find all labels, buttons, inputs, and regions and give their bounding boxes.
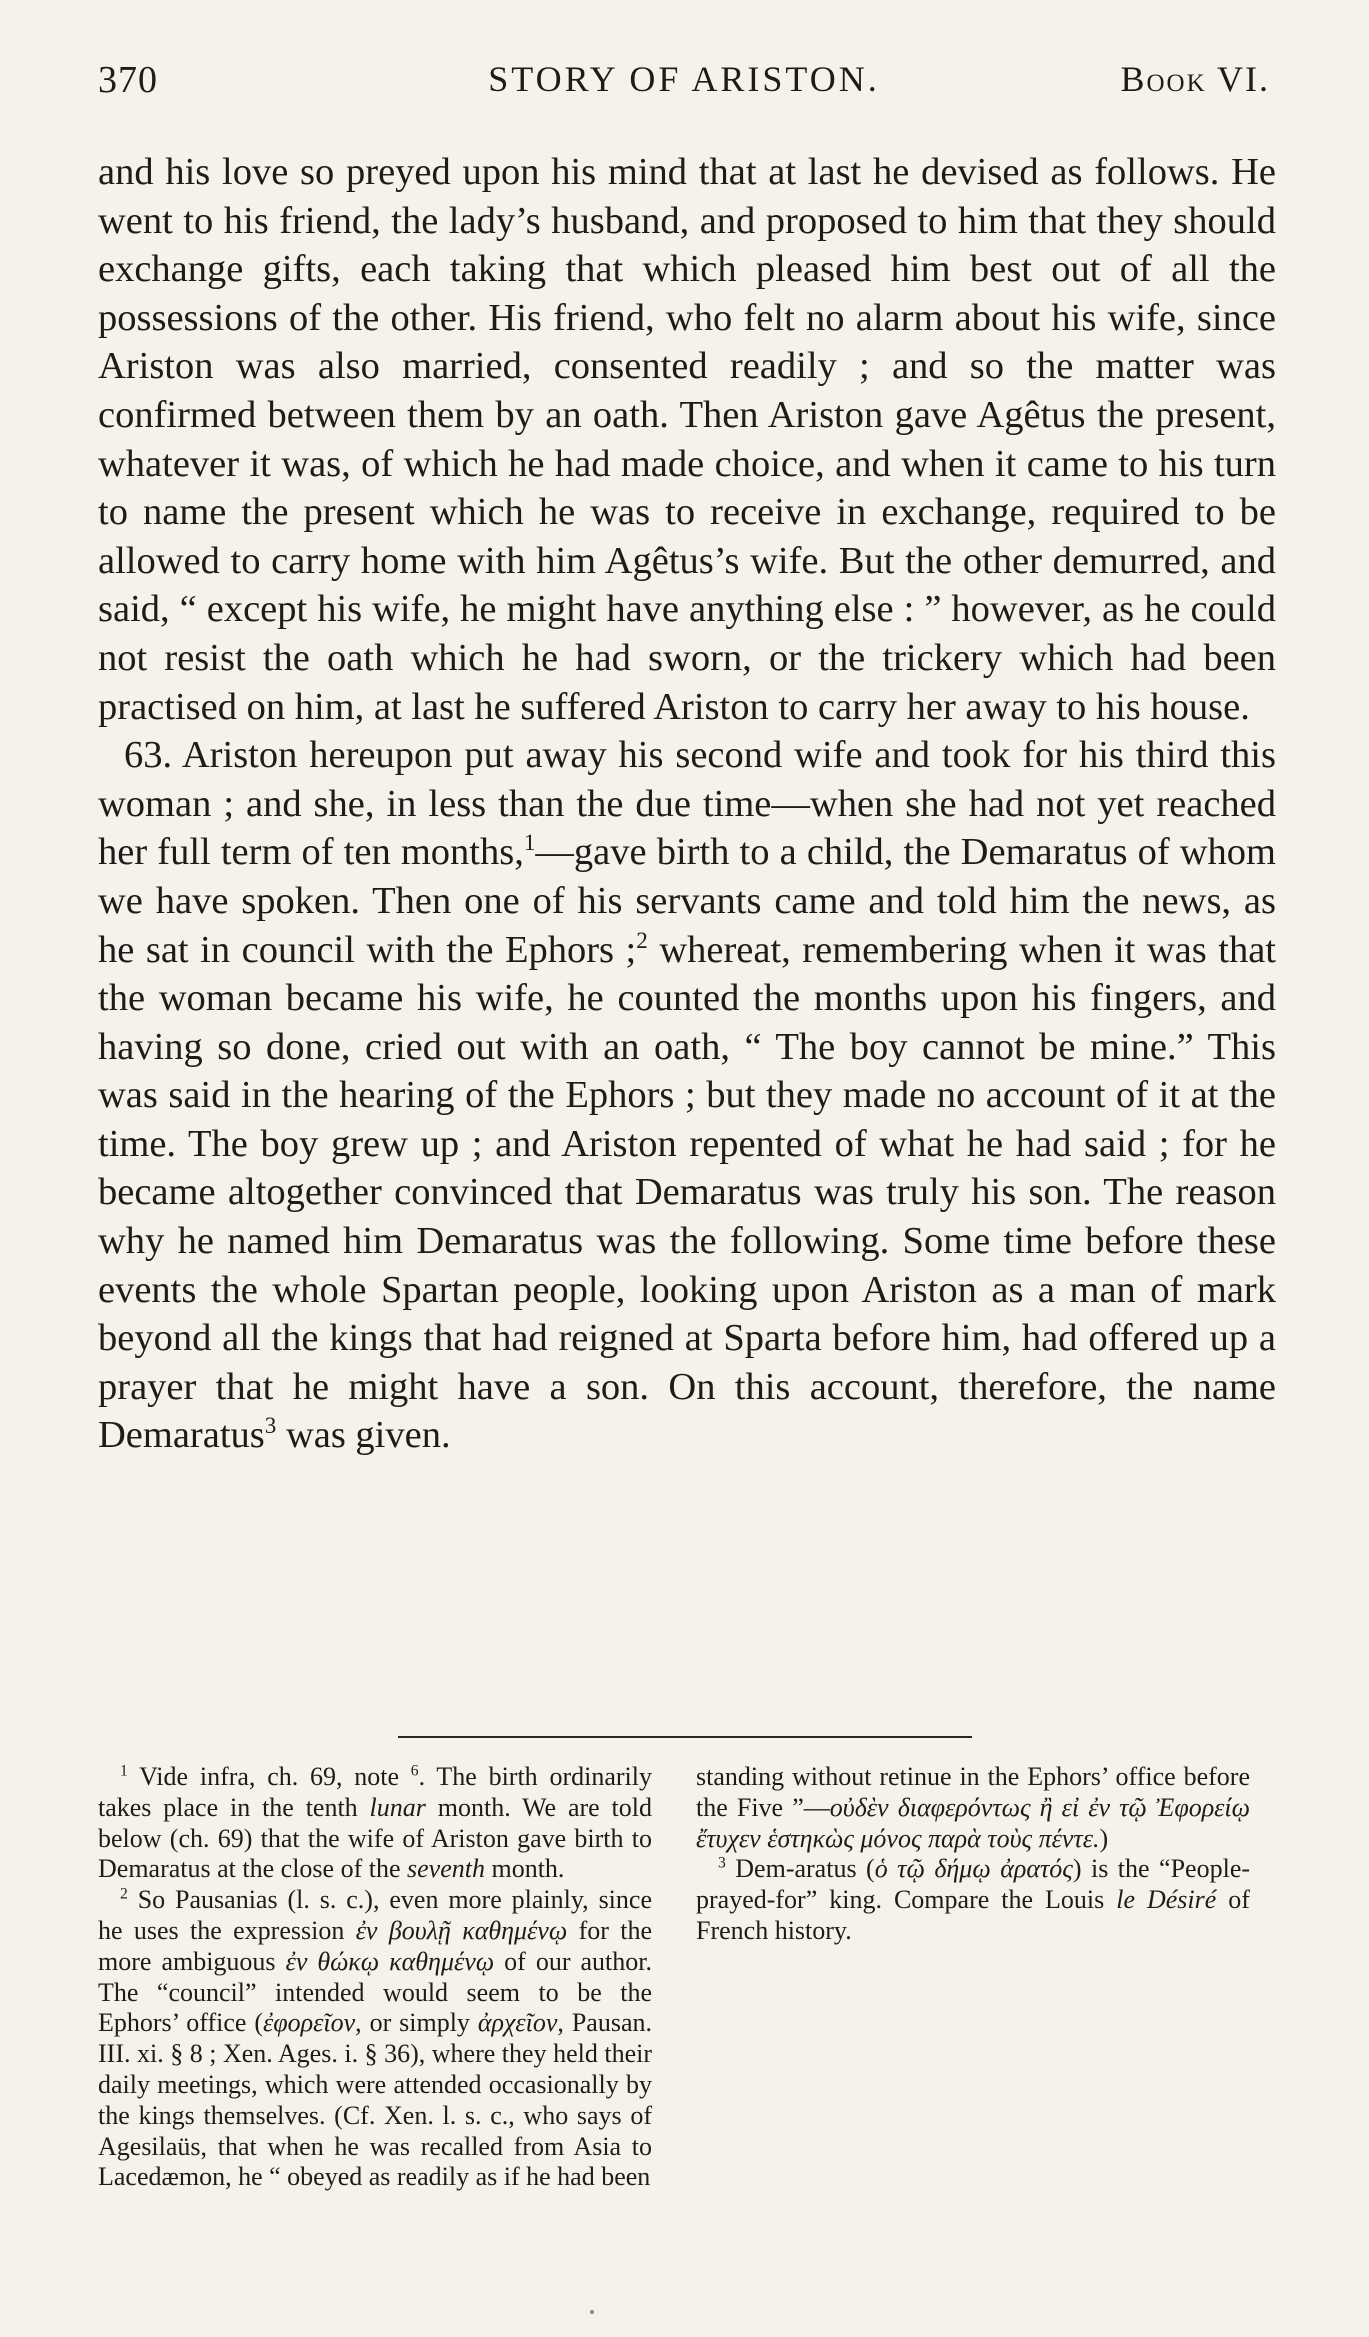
footnote-2: $^2$ So Pausanias (l. s. c.), even more plainly, since he uses the expression ἐν βουλῇ καθημένῳ for the more ambiguous ἐν θώκῳ καθημένῳ of our author. The “council” intended would seem to be the Ephors’ office (ἐφορεῖον, or simply ἀρχεῖον, Pausan. III. xi. § 8 ; Xen. Ages. i. § 36), where they held their daily meetings, which were attended occasionally by the kings themselves. (Cf. Xen. l. s. c., who says of Agesilaüs, that when he was recalled from Asia to Lacedæmon, he “ obeyed as readily as if he had been bbox=[98, 1885, 652, 2192]
footnote-divider bbox=[398, 1736, 972, 1738]
running-title: STORY OF ARISTON. bbox=[488, 59, 880, 99]
footnote-ref-1[interactable]: 1 bbox=[523, 829, 536, 856]
book-label: Book VI. bbox=[1120, 59, 1270, 99]
footnote-ref-3[interactable]: 3 bbox=[264, 1412, 277, 1439]
footnote-3: $^3$ Dem-aratus (ὁ τῷ δήμῳ ἀρατός) is the “People-prayed-for” king. Compare the Louis le Désiré of French history. bbox=[696, 1854, 1251, 1945]
running-header bbox=[98, 58, 1270, 108]
paragraph-63: 63. Ariston hereupon put away his second wife and took for his third this woman ; and she, in less than the due time—when she had not yet reached her full term of ten months,$^1$—gave birth to a child, the Demaratus of whom we have spoken. Then one of his servants came and told him the news, as he sat in council with the Ephors ;$^2$ whereat, remembering when it was that the woman became his wife, he counted the months upon his fingers, and having so done, cried out with an oath, “ The boy cannot be mine.” This was said in the hearing of the Ephors ; but they made no account of it at the time. The boy grew up ; and Ariston repented of what he had said ; for he became altogether convinced that Demaratus was truly his son. The reason why he named him Demaratus was the following. Some time before these events the whole Spartan people, looking upon Ariston as a man of mark beyond all the kings that had reigned at Sparta before him, had offered up a prayer that he might have a son. On this account, therefore, the name Demaratus$^3$ was given. bbox=[98, 734, 1277, 1457]
paragraph-continuation: and his love so preyed upon his mind that at last he devised as follows. He went to his friend, the lady’s husband, and proposed to him that they should exchange gifts, each taking that which pleased him best out of all the possessions of the other. His friend, who felt no alarm about his wife, since Ariston was also married, consented readily ; and so the matter was confirmed between them by an oath. Then Ariston gave Agêtus the present, whatever it was, of which he had made choice, and when it came to his turn to name the present which he was to receive in exchange, required to be allowed to carry home with him Agêtus’s wife. But the other demurred, and said, “ except his wife, he might have anything else : ” however, as he could not resist the oath which he had sworn, or the trickery which had been practised on him, at last he suffered Ariston to carry her away to his house. bbox=[98, 151, 1276, 728]
print-speck bbox=[590, 2310, 594, 2314]
main-text bbox=[98, 148, 1276, 1460]
footnote-ref-2[interactable]: 2 bbox=[636, 926, 648, 953]
page-number: 370 bbox=[98, 59, 158, 101]
footnote-1: $^1$ Vide infra, ch. 69, note $^6$. The birth ordinarily takes place in the tenth lunar month. We are told below (ch. 69) that the wife of Ariston gave birth to Demaratus at the close of the seventh month. bbox=[98, 1762, 652, 1884]
footnote-2-continued: standing without retinue in the Ephors’ office before the Five ”—οὐδὲν διαφερόντως ἢ εἰ ἐν τῷ Ἐφορείῳ ἔτυχεν ἑστηκὼς μόνος παρὰ τοὺς πέντε.) bbox=[696, 1762, 1251, 1853]
footnotes-column-right bbox=[696, 1762, 1250, 1947]
footnotes-column-left bbox=[98, 1762, 652, 2193]
footnotes bbox=[98, 1762, 1276, 2202]
